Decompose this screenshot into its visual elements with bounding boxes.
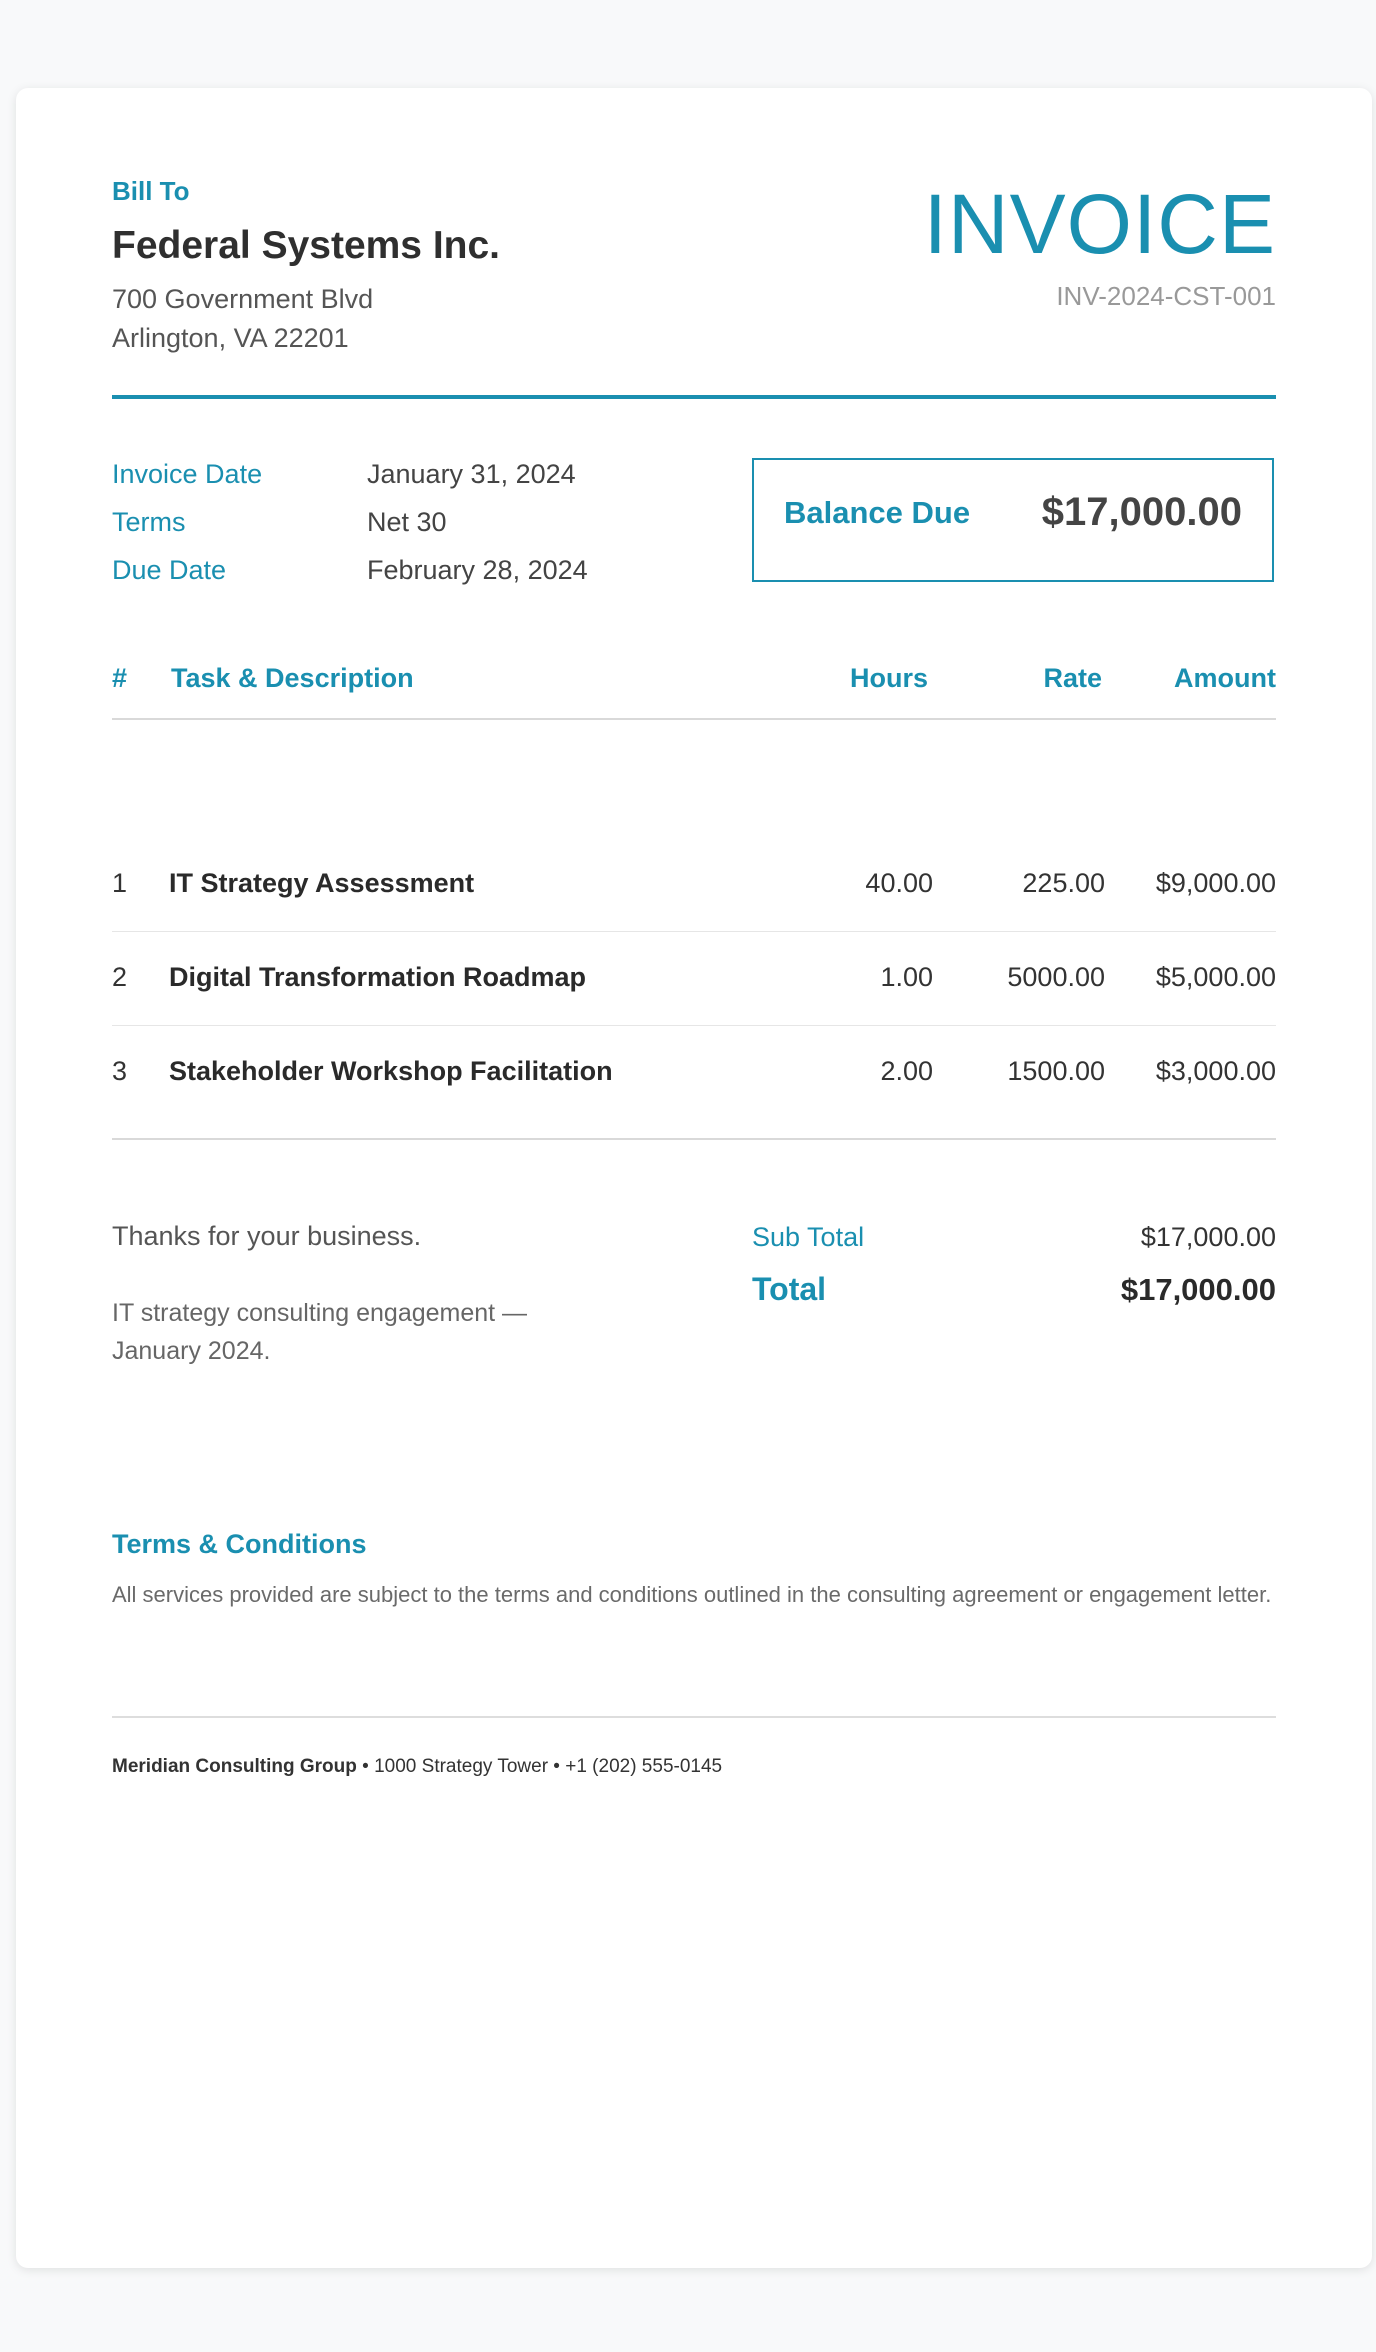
row-3-hours: 2.00	[880, 1056, 933, 1086]
row-1-description: IT Strategy Assessment	[169, 868, 475, 898]
table-bottom-divider	[112, 1138, 1276, 1140]
column-header-amount: Amount	[1174, 663, 1276, 693]
row-2-number: 2	[112, 962, 128, 992]
header-divider	[112, 395, 1276, 399]
column-header-hours: Hours	[849, 663, 928, 693]
invoice-content	[112, 88, 1276, 2268]
row-1-amount: $9,000.00	[1155, 868, 1276, 898]
row-2-rate: 5000.00	[1007, 962, 1105, 992]
total-value: $17,000.00	[1120, 1272, 1276, 1307]
client-address-line2: Arlington, VA 22201	[112, 323, 349, 353]
column-header-number: #	[112, 663, 128, 693]
total-label: Total	[752, 1271, 827, 1307]
balance-due-value: $17,000.00	[1041, 490, 1242, 534]
due-date-label: Due Date	[112, 555, 227, 585]
invoice-number: INV-2024-CST-001	[1056, 281, 1276, 311]
subtotal-label: Sub Total	[752, 1222, 865, 1252]
row-divider	[112, 1025, 1276, 1026]
client-address-line1: 700 Government Blvd	[112, 284, 374, 314]
bill-to-label: Bill To	[112, 176, 190, 206]
invoice-page	[16, 88, 1372, 2268]
row-2-hours: 1.00	[880, 962, 933, 992]
footer	[112, 1756, 722, 1778]
terms-value: Net 30	[367, 507, 447, 537]
terms-body: All services provided are subject to the terms and conditions outlined in the consulting agreement or engagement letter.	[112, 1582, 1272, 1607]
client-name: Federal Systems Inc.	[112, 224, 501, 267]
subtotal-value: $17,000.00	[1140, 1222, 1276, 1252]
balance-due-box	[752, 458, 1274, 582]
column-header-description: Task & Description	[171, 663, 414, 693]
row-3-rate: 1500.00	[1007, 1056, 1105, 1086]
row-3-amount: $3,000.00	[1155, 1056, 1276, 1086]
terms-heading: Terms & Conditions	[112, 1529, 367, 1559]
invoice-title: INVOICE	[923, 177, 1276, 271]
footer-divider	[112, 1716, 1276, 1718]
row-2-amount: $5,000.00	[1155, 962, 1276, 992]
row-3-description: Stakeholder Workshop Facilitation	[169, 1056, 613, 1086]
due-date-value: February 28, 2024	[367, 555, 588, 585]
invoice-notes: IT strategy consulting engagement — January 2024.	[112, 1299, 528, 1365]
column-header-rate: Rate	[1043, 663, 1102, 693]
table-header-divider	[112, 718, 1276, 720]
invoice-date-label: Invoice Date	[112, 459, 263, 489]
row-1-number: 1	[112, 868, 128, 898]
row-1-rate: 225.00	[1022, 868, 1105, 898]
row-2-description: Digital Transformation Roadmap	[169, 962, 587, 992]
footer-details: • 1000 Strategy Tower • +1 (202) 555-0145	[356, 1756, 723, 1777]
row-divider	[112, 931, 1276, 932]
invoice-date-value: January 31, 2024	[367, 459, 576, 489]
thanks-message: Thanks for your business.	[112, 1221, 422, 1251]
row-1-hours: 40.00	[865, 868, 933, 898]
row-3-number: 3	[112, 1056, 128, 1086]
terms-label: Terms	[112, 507, 186, 537]
balance-due-label: Balance Due	[784, 495, 971, 530]
footer-company: Meridian Consulting Group	[112, 1756, 357, 1777]
